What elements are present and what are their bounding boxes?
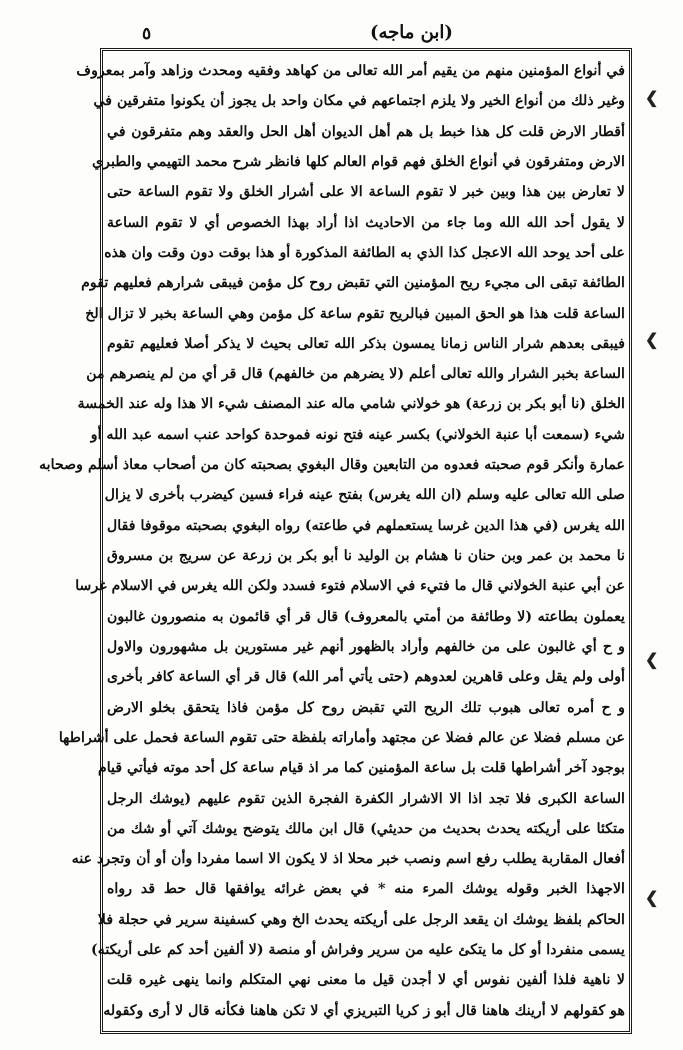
running-title: (ابن ماجه) [370,22,453,43]
text-line: فيبقى بعدهم شرار الناس زمانا يمسون بذكر الله تعالى بحيث لا يذكر أصلا فعليهم تقوم [107,335,625,352]
text-line: الارض ومتفرقون في أنواع الخلق فهم قوام العالم كلها فانظر شرح محمد التهيمي والطبري [92,153,625,170]
text-line: الله يغرس (في هذا الدين غرسا يستعملهم في طاعته) رواه البغوي بصحبته موقوفا فقال [107,517,625,534]
margin-mark: ❮ [645,330,659,349]
text-line: الخلق (نا أبو بكر بن زرعة) هو خولاني شامي ماله عند المصنف شيء الا هذا وله عند الخمسة [77,396,625,413]
text-line: شيء (سمعت أبا عنبة الخولاني) بكسر عينه فتح نونه فموحدة كواحد عنب اسمه عبد الله أو [90,426,625,443]
margin-mark: ❮ [645,888,659,907]
text-line: عن أبي عنبة الخولاني قال ما فتيء في الاسلام فتوء فسدد ولكن الله يغرس في الاسلام غرسا [75,578,625,595]
text-line: الطائفة تبقى الى مجيء ريح المؤمنين التي تقبض روح كل مؤمن فيبقى شرارهم فعليهم تقوم [81,275,625,292]
text-line: الساعة الكبرى فلا تجد اذا الا الاشرار الكفرة الفجرة الذين تقوم عليهم (يوشك الرجل [107,790,625,807]
text-line: عن مسلم فضلا عن عالم فضلا عن مجتهد وأماراته بلفظة حتى تقوم الساعة فحمل على أشراطها [58,729,625,746]
text-line: متكئا على أريكته يحدث بحديث من حديثي) قال ابن مالك يتوضح يوشك آتي أو شك من [107,820,625,837]
text-line: الحاكم بلفظ يوشك ان يقعد الرجل على أريكته يحدث الخ وهي كسفينة سرير في حجلة فلا [97,911,625,928]
text-line: يسمى منفردا أو كل ما يتكئ عليه من سرير وفراش أو منصة (لا ألفين أحد كم على أريكته) [91,942,625,959]
text-line: و ح أمره تعالى هبوب تلك الريح التي تقبض روح كل مؤمن فاذا يتحقق بخلو الارض [107,699,625,716]
text-line: عمارة وأنكر قوم صحبته فعدوه من التابعين وقال البغوي بصحبته كان من أصحاب معاذ أسلم وصحابه [39,457,625,474]
text-line: أقطار الارض قلت كل هذا خبط بل هم أهل الديوان أهل الحل والعقد وهم متفرقون في [107,123,625,140]
text-line: على أحد يوحد الله الاعجل كذا الذي به الطائفة المذكورة أو هذا بوقت دون وقت وان هذه [104,244,625,261]
text-line: أولى ولم يقل وعلى قاهرين لعدوهم (حتى يأتي أمر الله) قال قر أي الساعة كافر بأخرى [107,669,625,686]
text-line: الساعة بخبر الشرار والله تعالى أعلم (لا يضرهم من خالفهم) قال قر أي من لم ينصرهم من [86,366,625,383]
text-line: يعملون بطاعته (لا وطائفة من أمتي بالمعروف) قال قر أي قائمون به منصورون غالبون [107,608,625,625]
text-line: في أنواع المؤمنين منهم من يقيم أمر الله تعالى من كهاهد وفقيه ومحدث وزاهد وآمر بمعروف [76,63,625,79]
commentary-text [39,59,625,1023]
margin-mark: ❮ [645,88,659,107]
text-line: نا محمد بن عمر وبن حنان نا هشام بن الوليد نا أبو بكر بن زرعة عن سريج بن مسروق [107,548,625,564]
text-line: صلى الله تعالى عليه وسلم (ان الله يغرس) بفتح عينه فراء فسين كيضرب بأخرى لا يزال [104,487,625,504]
text-line: و ح أي غالبون على من خالفهم وأراد بالظهور أنهم غير مستورين بل مشهورون والاول [107,638,625,655]
text-line: لا يقول أحد الله الله وما جاء من الاحاديث اذا أراد بهذا الخصوص أي لا تقوم الساعة [107,214,625,231]
text-line: لا تعارض بين هذا وبين خبر لا تقوم الساعة الا على أشرار الخلق ولا تقوم الساعة حتى [107,184,625,201]
text-line: لا ناهية فلذا ألفين نفوس أي لا أجدن قيل ما معنى نهي المتكلم وانما ينهى غيره قلت [107,972,625,989]
margin-mark: ❮ [645,650,659,669]
text-frame [39,48,632,1034]
text-line: وغير ذلك من أنواع الخير ولا يلزم اجتماعهم في مكان واحد بل يجوز أن يكونوا متفرقين في [93,93,625,110]
text-line: أفعال المقاربة يطلب رفع اسم ونصب خبر محلا اذ لا يكون الا اسما مفردا وأن أو أن وتجرد عنه [71,851,625,868]
text-line: بوجود آخر أشراطها قلت بل ساعة المؤمنين كما مر اذ قيام ساعة كل أحد موته فيأتي قيام [97,760,625,777]
text-line: الاجهذا الخبر وقوله يوشك المرء منه * في بعض غرائه يوافقها قال حط قد رواه [107,881,625,898]
page-number: ٥ [142,24,152,44]
text-line: هو كقولهم لا أرينك هاهنا قال أبو ز كريا التبريزي أي لا تكن هاهنا فكأنه قال لا أرى وكقوله [103,1002,625,1019]
text-line: الساعة قلت هذا هو الحق المبين فبالريح تقوم ساعة كل مؤمن وهي الساعة بخبر لا تزال الخ [85,305,625,322]
